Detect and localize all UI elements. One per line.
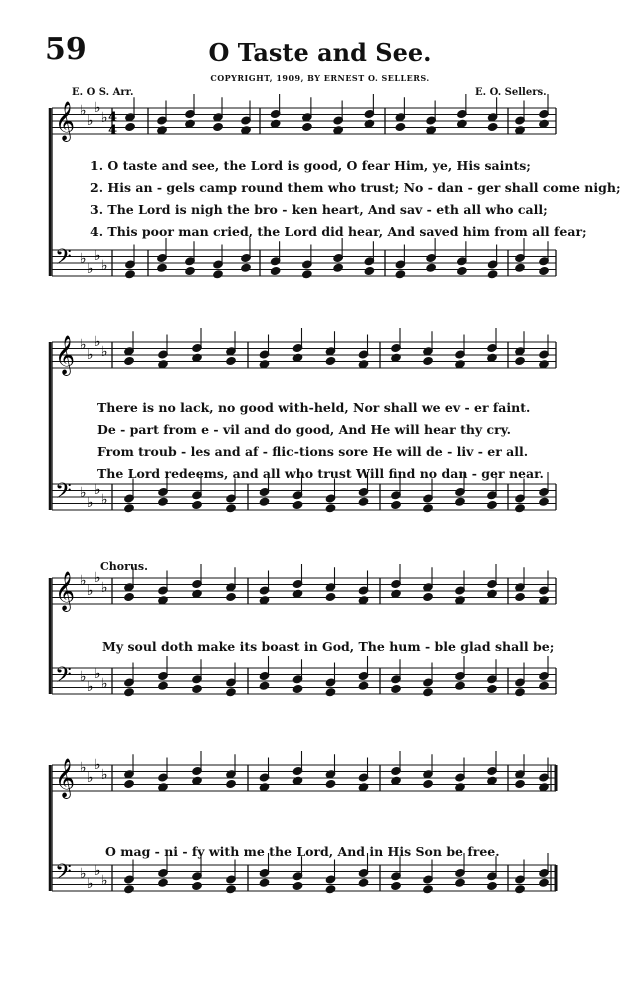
note-head (515, 263, 525, 272)
refrain-2-lyric: De - part from e - vil and do good, And He will hear thy cry. (97, 422, 511, 437)
note-head (292, 882, 302, 891)
note-head (226, 504, 236, 513)
note-head (185, 267, 195, 276)
note-head (395, 270, 405, 279)
verse-2-lyric: 2. His an - gels camp round them who trust; No - dan - ger shall come nigh; (90, 180, 621, 195)
flat-sign: ♭ (87, 113, 94, 129)
note-head (515, 504, 525, 513)
note-head (157, 263, 167, 272)
flat-sign: ♭ (94, 482, 101, 498)
flat-sign: ♭ (87, 495, 94, 511)
note-head (325, 688, 335, 697)
flat-sign: ♭ (101, 580, 108, 596)
note-head (423, 885, 433, 894)
note-head (292, 685, 302, 694)
note-head (358, 681, 368, 690)
note-head (325, 593, 335, 602)
note-head (455, 681, 465, 690)
note-head (358, 878, 368, 887)
flat-sign: ♭ (80, 573, 87, 589)
note-head (125, 123, 135, 132)
note-head (325, 885, 335, 894)
treble-clef: 𝄞 (55, 335, 76, 375)
flat-sign: ♭ (94, 863, 101, 879)
flat-sign: ♭ (94, 248, 101, 264)
note-head (364, 267, 374, 276)
note-head (158, 878, 168, 887)
note-head (391, 882, 401, 891)
note-head (124, 885, 134, 894)
hymn-title: O Taste and See. (208, 38, 432, 67)
flat-sign: ♭ (101, 873, 108, 889)
bass-clef: 𝄢 (55, 663, 72, 693)
flat-sign: ♭ (101, 492, 108, 508)
note-head (358, 497, 368, 506)
copyright-notice: COPYRIGHT, 1909, BY ERNEST O. SELLERS. (210, 73, 430, 83)
verse-3-lyric: 3. The Lord is nigh the bro - ken heart, And sav - eth all who call; (90, 202, 548, 217)
note-head (423, 504, 433, 513)
flat-sign: ♭ (80, 485, 87, 501)
arranger-credit: E. O S. Arr. (72, 87, 134, 98)
note-head (333, 263, 343, 272)
note-head (391, 501, 401, 510)
note-head (423, 593, 433, 602)
flat-sign: ♭ (80, 103, 87, 119)
flat-sign: ♭ (87, 876, 94, 892)
note-head (124, 780, 134, 789)
note-head (226, 885, 236, 894)
note-head (539, 878, 549, 887)
note-head (158, 497, 168, 506)
verse-4-lyric: 4. This poor man cried, the Lord did hear, And saved him from all fear; (90, 224, 587, 239)
flat-sign: ♭ (87, 770, 94, 786)
flat-sign: ♭ (87, 583, 94, 599)
note-head (302, 123, 312, 132)
note-head (124, 688, 134, 697)
flat-sign: ♭ (94, 334, 101, 350)
note-head (192, 501, 202, 510)
flat-sign: ♭ (101, 676, 108, 692)
treble-clef: 𝄞 (55, 101, 76, 141)
note-head (124, 504, 134, 513)
note-head (213, 123, 223, 132)
flat-sign: ♭ (101, 344, 108, 360)
note-head (423, 357, 433, 366)
flat-sign: ♭ (87, 347, 94, 363)
note-head (226, 780, 236, 789)
note-head (325, 357, 335, 366)
refrain-4-lyric: The Lord redeems, and all who trust Will find no dan - ger near. (97, 466, 544, 481)
bass-clef: 𝄢 (55, 860, 72, 890)
note-head (124, 357, 134, 366)
note-head (325, 780, 335, 789)
flat-sign: ♭ (87, 261, 94, 277)
final-lyric: O mag - ni - fy with me the Lord, And in His Son be free. (105, 844, 500, 859)
note-head (395, 123, 405, 132)
note-head (192, 685, 202, 694)
note-head (488, 270, 498, 279)
flat-sign: ♭ (101, 258, 108, 274)
note-head (158, 681, 168, 690)
treble-clef: 𝄞 (55, 571, 76, 611)
note-head (302, 270, 312, 279)
note-head (426, 263, 436, 272)
note-head (515, 780, 525, 789)
note-head (259, 878, 269, 887)
note-head (213, 270, 223, 279)
note-head (192, 882, 202, 891)
flat-sign: ♭ (80, 760, 87, 776)
note-head (226, 593, 236, 602)
note-head (515, 593, 525, 602)
note-head (539, 267, 549, 276)
note-head (455, 878, 465, 887)
note-head (455, 497, 465, 506)
note-head (325, 504, 335, 513)
note-head (515, 688, 525, 697)
flat-sign: ♭ (101, 767, 108, 783)
note-head (487, 501, 497, 510)
bass-clef: 𝄢 (55, 479, 72, 509)
flat-sign: ♭ (94, 100, 101, 116)
time-signature: 4 (108, 123, 118, 138)
treble-clef: 𝄞 (55, 758, 76, 798)
note-head (259, 681, 269, 690)
note-head (226, 688, 236, 697)
note-head (125, 270, 135, 279)
note-head (515, 885, 525, 894)
chorus-label: Chorus. (100, 560, 148, 573)
note-head (487, 685, 497, 694)
hymn-number: 59 (45, 32, 87, 67)
flat-sign: ♭ (80, 337, 87, 353)
note-head (423, 780, 433, 789)
flat-sign: ♭ (94, 757, 101, 773)
note-head (539, 681, 549, 690)
time-signature: 4 (108, 110, 118, 125)
bass-clef: 𝄢 (55, 245, 72, 275)
refrain-3-lyric: From troub - les and af - flic-tions sore He will de - liv - er all. (97, 444, 529, 459)
refrain-1-lyric: There is no lack, no good with-held, Nor shall we ev - er faint. (97, 400, 531, 415)
note-head (241, 263, 251, 272)
chorus-lyric: My soul doth make its boast in God, The hum - ble glad shall be; (102, 639, 555, 654)
note-head (487, 882, 497, 891)
flat-sign: ♭ (101, 110, 108, 126)
flat-sign: ♭ (80, 866, 87, 882)
verse-1-lyric: 1. O taste and see, the Lord is good, O fear Him, ye, His saints; (90, 158, 531, 173)
note-head (271, 267, 281, 276)
note-head (488, 123, 498, 132)
note-head (539, 497, 549, 506)
note-head (457, 267, 467, 276)
note-head (259, 497, 269, 506)
note-head (423, 688, 433, 697)
note-head (391, 685, 401, 694)
flat-sign: ♭ (87, 679, 94, 695)
note-head (226, 357, 236, 366)
flat-sign: ♭ (94, 666, 101, 682)
flat-sign: ♭ (80, 251, 87, 267)
note-head (515, 357, 525, 366)
note-head (292, 501, 302, 510)
flat-sign: ♭ (80, 669, 87, 685)
composer-credit: E. O. Sellers. (475, 87, 547, 98)
note-head (124, 593, 134, 602)
flat-sign: ♭ (94, 570, 101, 586)
